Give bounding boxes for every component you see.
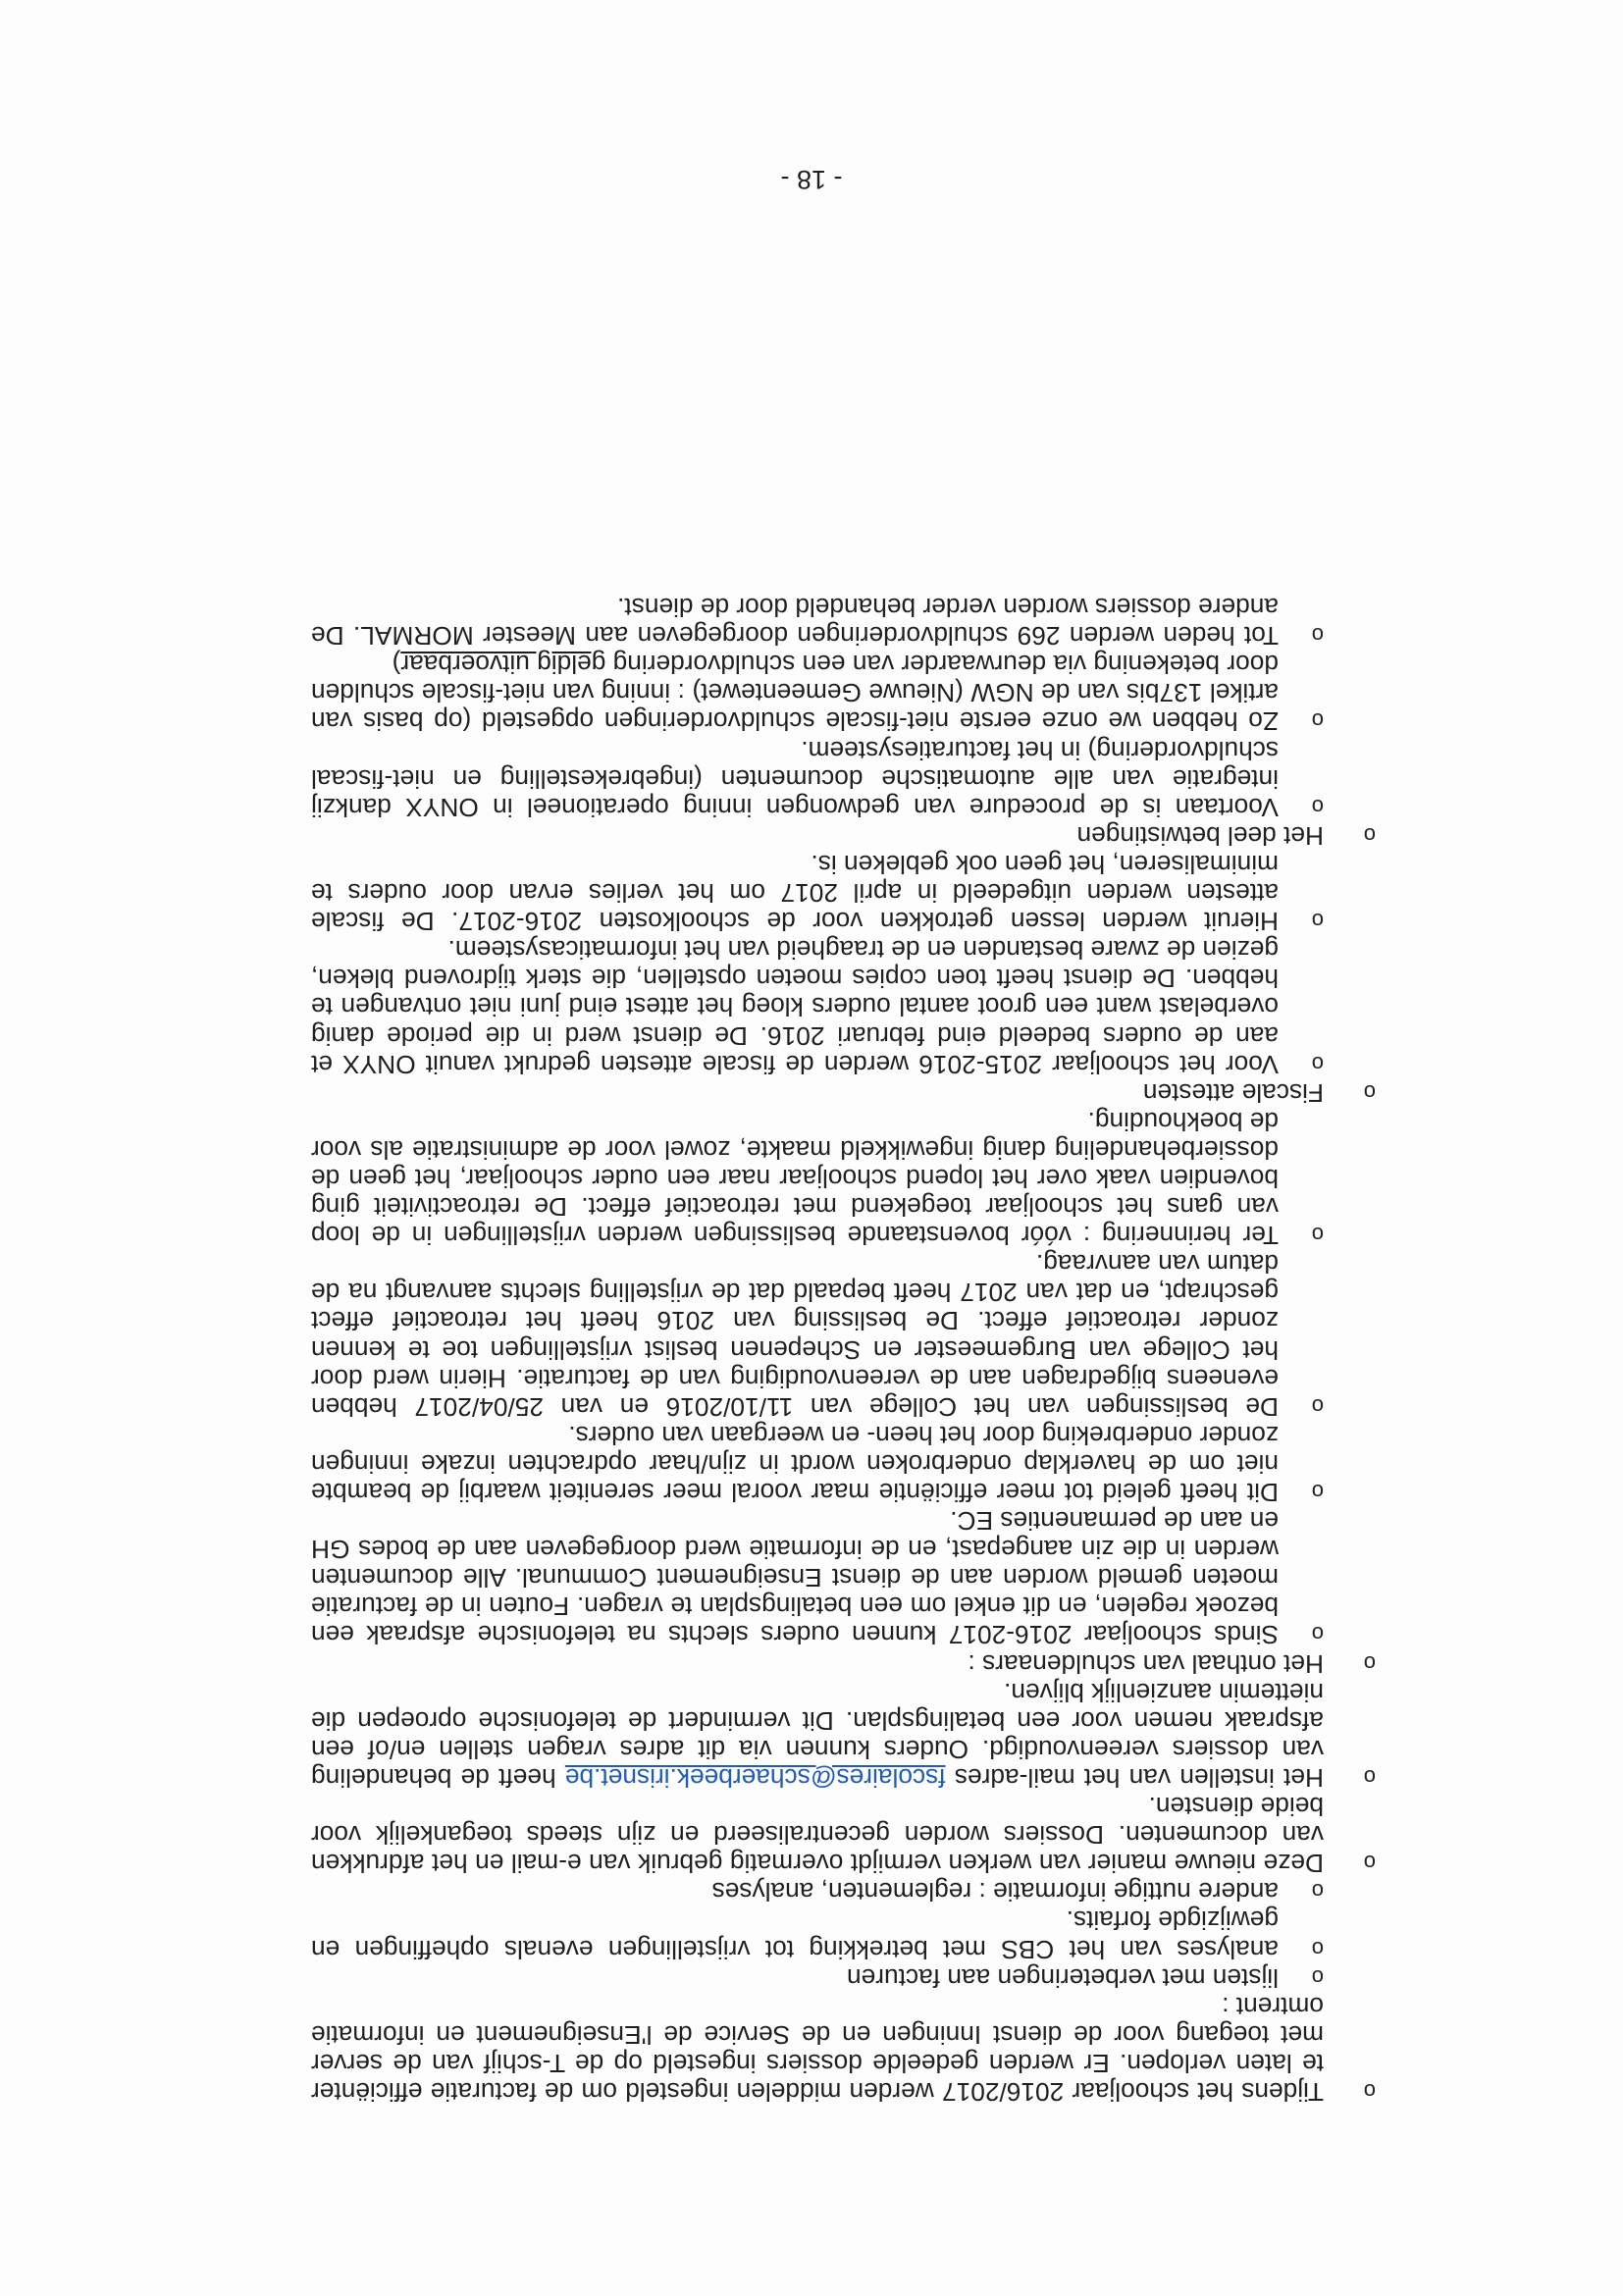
sub-list-item <box>311 1506 1324 1648</box>
bullet-icon: o <box>1311 1879 1324 1905</box>
list-item-paperless <box>311 1792 1376 1877</box>
bullet-icon: o <box>1311 708 1324 734</box>
bullet-icon: o <box>1311 1964 1324 1990</box>
bullet-icon: o <box>1311 1051 1324 1076</box>
list-item-mail-address <box>311 1678 1376 1792</box>
bullet-icon: o <box>1363 1851 1376 1876</box>
list-item-intro <box>311 1877 1376 2106</box>
sub-list-reception <box>311 1107 1324 1649</box>
mail-prefix: Het instellen van het mail-adres <box>945 1762 1324 1793</box>
sub-list-item-text: Tot heden werden 269 schuldvorderingen doorgegeven aan Meester MORMAL. De andere dossiers worden verder behandeld door de dienst. <box>311 593 1279 652</box>
sub-list-disputes <box>311 593 1324 821</box>
section-title-fiscal: Fiscale attesten <box>1142 1077 1324 1108</box>
sub-list-item-text: Hieruit werden lessen getrokken voor de schoolkosten 2016-2017. De fiscale attesten werden uitgedeeld in april 2017 om het verlies ervan door ouders te minimaliseren, het geen ook gebleken is. <box>311 849 1279 937</box>
sub-list-item <box>311 1107 1324 1249</box>
bullet-icon: o <box>1363 2079 1376 2104</box>
sub-list-item <box>311 1877 1324 1905</box>
paragraph-mail-address <box>311 1678 1324 1792</box>
bullet-icon: o <box>1311 1480 1324 1505</box>
page-number: - 18 - <box>780 165 843 194</box>
bullet-icon: o <box>1311 909 1324 934</box>
sub-list-item-text: Sinds schooljaar 2016-2017 kunnen ouders slechts na telefonische afspraak een bezoek regelen, en dit enkel om een betalingsplan te vragen. Fouten in de facturatie moeten gemeld worden aan de dienst Enseignement Communal. Alle documenten werden in die zin aangepast, en de informatie werd doorgegeven aan de bodes GH en aan de permanenties EC. <box>311 1506 1279 1650</box>
sub-list-item-text: Dit heeft geleid tot meer efficiëntie maar vooral meer sereniteit waarbij de beambte niet om de haverklap onderbroken wordt in zijn/haar opdrachten inzake inningen zonder onderbreking door het heen- en weergaan van ouders. <box>311 1420 1279 1508</box>
text-fragment: Zo hebben we onze eerste niet-fiscale schuldvorderingen opgesteld (op basis van artikel 137bis van de NGW (Nieuwe Gemeentewet) : inning van niet-fiscale schulden door betekening via deurwaarder van een schuldvordering <box>311 650 1279 737</box>
paragraph-intro: Tijdens het schooljaar 2016/2017 werden middelen ingesteld om de facturatie efficiënter te laten verlopen. Er werden gedeelde dossiers ingesteld op de T-schijf van de server met toegang voor de dienst Inningen en de Service de l'Enseignement en informatie omtrent : <box>311 1991 1324 2107</box>
sub-list-item <box>311 1421 1324 1506</box>
mail-suffix: heeft de behandeling van dossiers vereenvoudigd. Ouders kunnen via dit adres vragen stellen en/of een afspraak nemen voor een betalingsplan. Dit vermindert de telefonische oproepen die niettemin aanzienlijk blijven. <box>311 1677 1324 1793</box>
sub-list-item <box>311 736 1324 821</box>
sub-list-item-text: Ter herinnering : vóór bovenstaande beslissingen werden vrijstellingen in de loop van gans het schooljaar toegekend met retroactief effect. De retroactiviteit ging bovendien vaak over het lopend schooljaar naar een ouder schooljaar, het geen de dossierbehandeling danig ingewikkeld maakte, zowel voor de administratie als voor de boekhouding. <box>311 1106 1279 1251</box>
sub-list-item-text: Voortaan is de procedure van gedwongen inning operationeel in ONYX dankzij integratie van alle automatische documenten (ingebrekestelling en niet-fiscaal schuldvordering) in het facturatiesysteem. <box>311 735 1279 822</box>
sub-list-item <box>311 850 1324 935</box>
bullet-icon: o <box>1311 794 1324 819</box>
sub-list-item <box>311 593 1324 650</box>
bullet-icon: o <box>1363 1079 1376 1105</box>
page-content <box>311 593 1376 2106</box>
sub-list-item-text: andere nuttige informatie : reglementen, analyses <box>711 1877 1279 1907</box>
sub-list-item <box>311 650 1324 735</box>
sub-list-item-text <box>311 650 1279 735</box>
bullet-icon: o <box>1311 1223 1324 1248</box>
bullet-icon: o <box>1363 1650 1376 1676</box>
sub-list-item-text: Voor het schooljaar 2015-2016 werden de fiscale attesten gedrukt vanuit ONYX et aan de ouders bedeeld eind februari 2016. De dienst werd in die periode danig overbelast want een groot aantal ouders kloeg het attest eind juni niet ontvangen te hebben. De dienst heeft toen copies moeten opstellen, die sterk tijdrovend bleken, gezien de zware bestanden en de traagheid van het informaticasysteem. <box>311 935 1279 1079</box>
paragraph-paperless: Deze nieuwe manier van werken vermijdt overmatig gebruik van e-mail en het afdrukken van documenten. Dossiers worden gecentraliseerd en zijn steeds toegankelijk voor beide diensten. <box>311 1792 1324 1879</box>
sub-list-item-text: lijsten met verbeteringen aan facturen <box>847 1962 1279 1993</box>
sub-list-item-text: De beslissingen van het College van 11/10/2016 en van 25/04/2017 hebben eveneens bijgedragen aan de vereenvoudiging van de facturatie. Hierin werd door het College van Burgemeester en Schepenen beslist vrijstellingen toe te kennen zonder retroactief effect. De beslissing van 2016 heeft het retroactief effect geschrapt, en dat van 2017 heeft bepaald dat de vrijstelling slechts aanvangt na de datum van aanvraag. <box>311 1249 1279 1422</box>
mail-link[interactable]: fscolaires@schaerbeek.irisnet.be <box>564 1762 946 1793</box>
list-item-disputes <box>311 593 1376 850</box>
bullet-icon: o <box>1363 1764 1376 1790</box>
bullet-icon: o <box>1363 822 1376 848</box>
text-fragment: ) <box>392 650 401 680</box>
sub-list-item <box>311 1249 1324 1421</box>
bullet-icon: o <box>1311 1393 1324 1419</box>
section-title-reception: Het onthaal van schuldenaars : <box>968 1648 1324 1679</box>
sub-list-item-text: analyses van het CBS met betrekking tot vrijstellingen evenals opheffingen en gewijzigde forfaits. <box>311 1905 1279 1964</box>
bullet-icon: o <box>1311 623 1324 649</box>
underlined-text: geldig uitvoerbaar <box>400 650 606 680</box>
sub-list-item <box>311 1963 1324 1992</box>
bullet-icon: o <box>1311 1936 1324 1961</box>
section-title-disputes: Het deel betwistingen <box>1076 820 1324 851</box>
list-item-fiscal <box>311 850 1376 1107</box>
sub-list-shared-files <box>311 1877 1324 1991</box>
list-item-reception <box>311 1107 1376 1678</box>
sub-list-fiscal <box>311 850 1324 1078</box>
sub-list-item <box>311 1905 1324 1962</box>
bullet-icon: o <box>1311 1622 1324 1647</box>
sub-list-item <box>311 935 1324 1077</box>
